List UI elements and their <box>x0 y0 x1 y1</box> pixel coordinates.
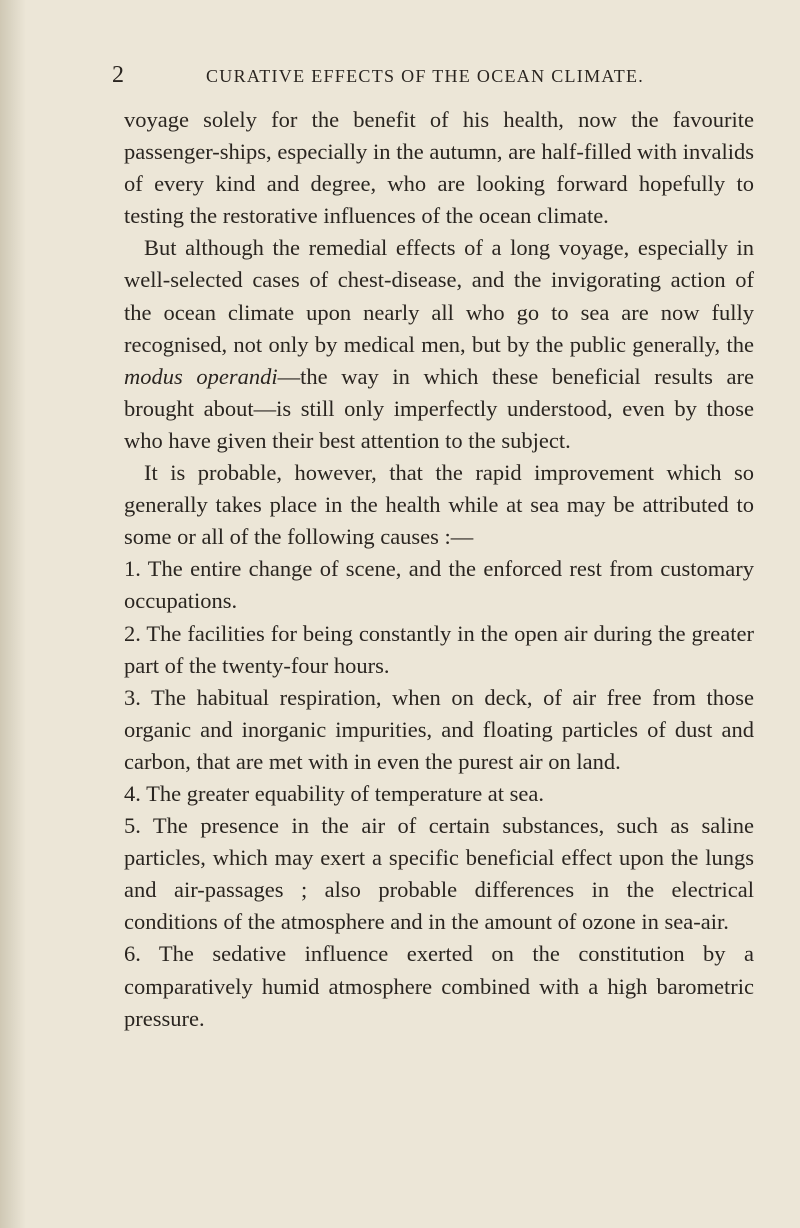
running-title: CURATIVE EFFECTS OF THE OCEAN CLIMATE. <box>206 66 645 86</box>
cause-item-4: 4. The greater equability of temperature at sea. <box>124 780 545 806</box>
paragraph-2-italic: modus operandi <box>124 363 278 389</box>
paragraph-2-start: But although the remedial effects of a long voyage, especially in well-selected cases of chest-disease, and the invigorating action of the ocean climate upon nearly all who go to sea are now fully recognised, not only by medical men, but by the public generally, the <box>124 235 754 357</box>
cause-item-1: 1. The entire change of scene, and the enforced rest from customary occupations. <box>124 556 754 614</box>
cause-item-5: 5. The presence in the air of certain substances, such as saline particles, which may exert a specific beneficial effect upon the lungs and air-passages ; also probable differences in the electrical conditions of the atmosphere and in the amount of ozone in sea-air. <box>124 813 754 935</box>
cause-item-3: 3. The habitual respiration, when on deck, of air free from those organic and inorganic impurities, and floating particles of dust and carbon, that are met with in even the purest air on land. <box>124 684 754 774</box>
cause-item-2: 2. The facilities for being constantly in the open air during the greater part of the twenty-four hours. <box>124 620 754 678</box>
cause-item-6: 6. The sedative influence exerted on the constitution by a comparatively humid atmosphere combined with a high barometric pressure. <box>124 941 754 1031</box>
body-text <box>124 104 754 1035</box>
running-head <box>112 62 754 96</box>
paragraph-1: voyage solely for the benefit of his health, now the favourite passenger-ships, especially in the autumn, are half-filled with invalids of every kind and degree, who are looking forward hopefully to testing the restorative influences of the ocean climate. <box>124 107 754 229</box>
binding-shadow <box>0 0 26 1228</box>
paragraph-3: It is probable, however, that the rapid improvement which so generally takes place in the health while at sea may be attributed to some or all of the following causes :— <box>124 460 754 550</box>
paragraph-2 <box>124 232 754 457</box>
paragraph-2-end: —the way in which these beneficial results are brought about—is still only imperfectly understood, even by those who have given their best attention to the subject. <box>124 363 755 453</box>
page-number: 2 <box>112 62 126 88</box>
